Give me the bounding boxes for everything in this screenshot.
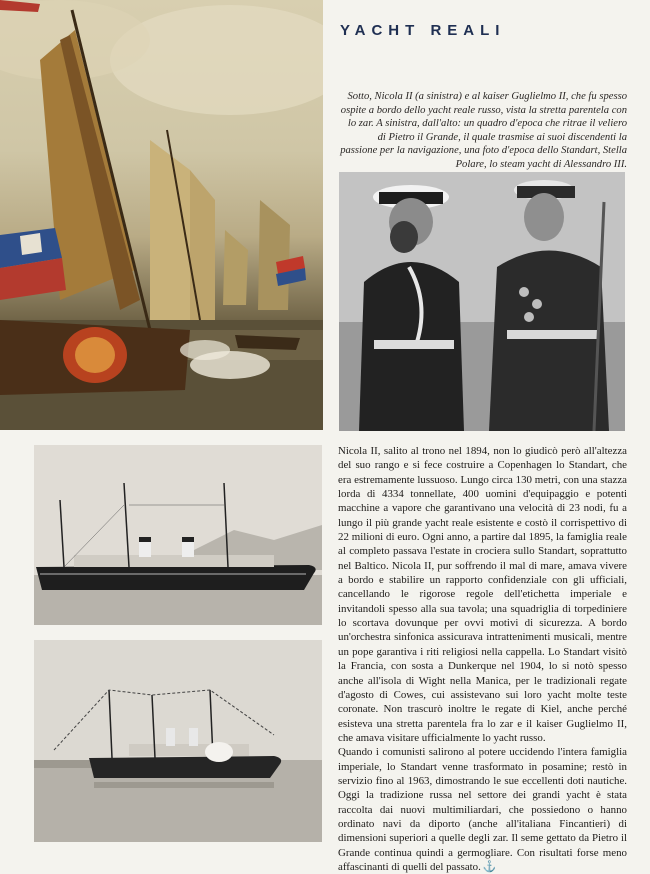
photo-stella-polare-yacht	[34, 640, 322, 842]
article-body	[338, 444, 627, 874]
anchor-icon: ⚓	[482, 860, 497, 873]
photo-caption: Sotto, Nicola II (a sinistra) e al kaiser Guglielmo II, che fu spesso ospite a bordo dello yacht reale russo, vista la stretta parentela con lo zar. A sinistra, dall'alto: un quadro d'epoca che ritrae il veliero di Pietro il Grande, il quale trasmise ai suoi discendenti la passione per la navigazione, una foto d'epoca dello Standart, Stella Polare, lo steam yacht di Alessandro III.	[340, 91, 627, 170]
stella-polare-illustration	[34, 640, 322, 842]
photo-tsar-and-kaiser	[339, 172, 625, 431]
tsar-kaiser-illustration	[339, 172, 625, 431]
body-paragraph	[338, 745, 627, 874]
painting-sailing-ships	[0, 0, 323, 430]
page-title: YACHT REALI	[340, 22, 506, 39]
painting-illustration	[0, 0, 323, 430]
standart-illustration	[34, 445, 322, 625]
photo-standart-yacht	[34, 445, 322, 625]
body-paragraph: Nicola II, salito al trono nel 1894, non lo giudicò però all'altezza del suo rango e si fece costruire a Copenhagen lo Standart, che era estremamente lussuoso. Lungo circa 130 metri, con una stazza lorda di 4334 tonnellate, 400 uomini d'equipaggio e potenti macchine a vapore che garantivano una velocità di 23 nodi, fu a lungo il più grande yacht reale esistente e costò il corrispettivo di 22 milioni di euro. Ogni anno, a partire dal 1895, la famiglia reale al completo passava l'estate in crociera sullo Standart, soprattutto nel Baltico. Nicola II, pur soffrendo il mal di mare, amava vivere a bordo e stabilire un rapporto confidenziale con gli ufficiali, cancellando le rigorose regole dell'etichetta imperiale e invitandoli spesso alla sua tavola; una squadriglia di torpediniere lo scortava dovunque per ovvi motivi di sicurezza. A bordo un'orchestra sinfonica assicurava intrattenimenti musicali, mentre un pope garantiva i riti religiosi nella cappella. Lo Standart visitò la Francia, con sosta a Dunkerque nel 1904, lo si notò spesso anche all'isola di Wight nella Manica, per le tradizionali regate d'agosto di Cowes, cui assistevano sui loro yacht molte teste coronate. Non trascurò inoltre le regate di Kiel, anche perché esisteva una stretta parentela fra lo zar e il kaiser Guglielmo II, che amava visitare ufficialmente lo yacht russo.	[338, 445, 627, 744]
body-paragraph-text: Quando i comunisti salirono al potere uccidendo l'intera famiglia imperiale, lo Standart venne trasformato in posamine; restò in servizio fino al 1963, dimostrando le sue eccellenti doti nautiche. Oggi la tradizione russa nel settore dei grandi yacht è stata raccolta dai nuovi multimiliardari, che possiedono o hanno ordinato navi da diporto (anche all'italiana Fincantieri) di dimensioni superiori a quelle degli zar. Il seme gettato da Pietro il Grande continua quindi a germogliare. Con risultati forse meno affascinanti di quelli del passato.	[338, 746, 627, 873]
